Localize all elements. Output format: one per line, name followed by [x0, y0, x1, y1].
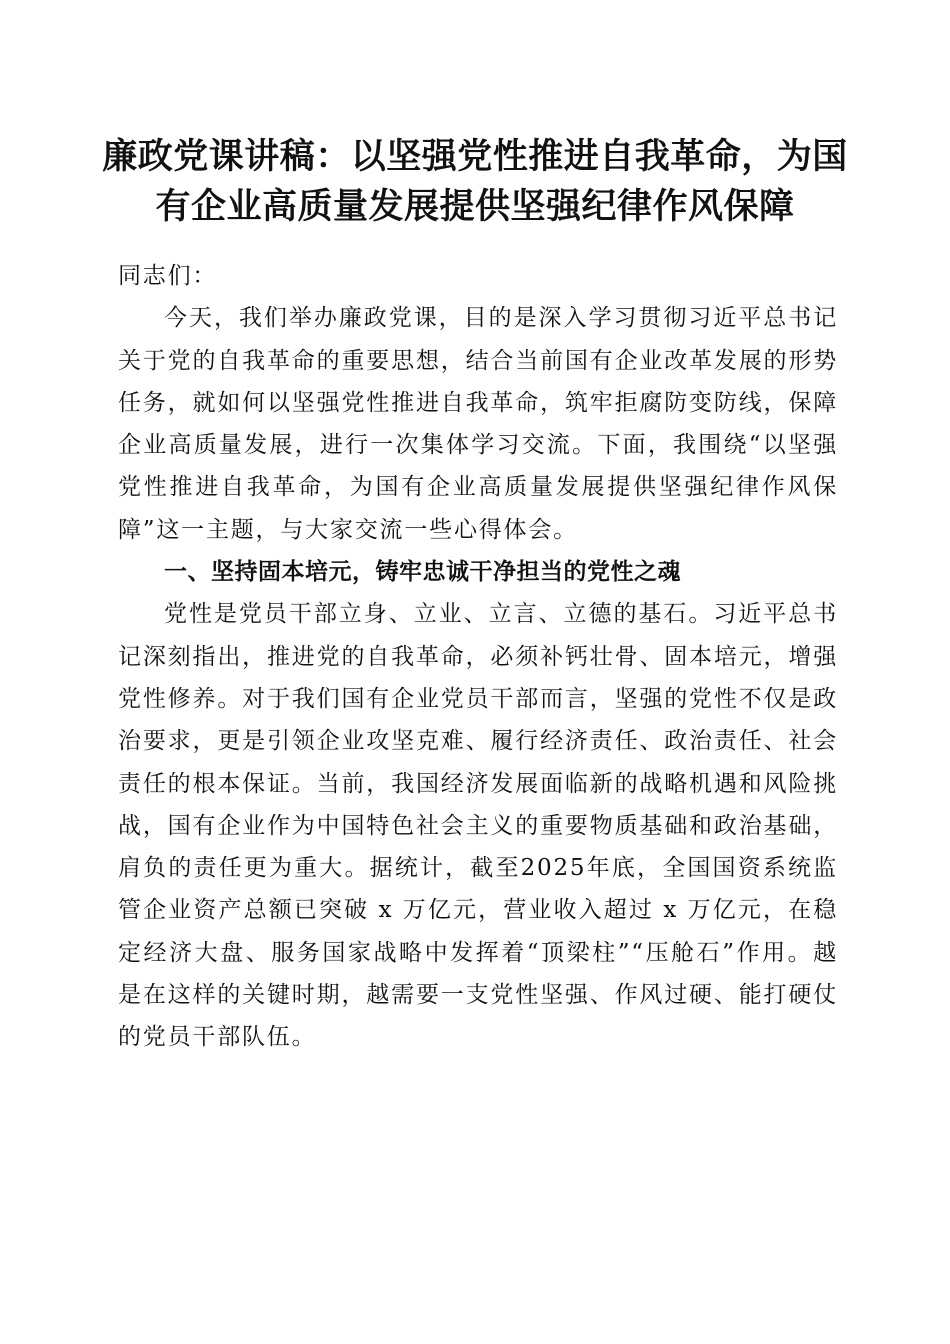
intro-paragraph: 今天，我们举办廉政党课，目的是深入学习贯彻习近平总书记关于党的自我革命的重要思想，结合当前国有企业改革发展的形势任务，就如何以坚强党性推进自我革命，筑牢拒腐防变防线，保障企业高质量发展，进行一次集体学习交流。下面，我围绕“以坚强党性推进自我革命，为国有企业高质量发展提供坚强纪律作风保障”这一主题，与大家交流一些心得体会。: [118, 305, 838, 543]
section-heading: 一、坚持固本培元，铸牢忠诚干净担当的党性之魂: [164, 559, 681, 586]
section-paragraph: 党性是党员干部立身、立业、立言、立德的基石。习近平总书记深刻指出，推进党的自我革命，必须补钙壮骨、固本培元，增强党性修养。对于我们国有企业党员干部而言，坚强的党性不仅是政治要求，更是引领企业攻坚克难、履行经济责任、政治责任、社会责任的根本保证。当前，我国经济发展面临新的战略机遇和风险挑战，国有企业作为中国特色社会主义的重要物质基础和政治基础，肩负的责任更为重大。据统计，截至2025年底，全国国资系统监管企业资产总额已突破 x 万亿元，营业收入超过 x 万亿元，在稳定经济大盘、服务国家战略中发挥着“顶梁柱”“压舱石”作用。越是在这样的关键时期，越需要一支党性坚强、作风过硬、能打硬仗的党员干部队伍。: [118, 601, 838, 1051]
document-body: [118, 255, 838, 1059]
document-title: 廉政党课讲稿：以坚强党性推进自我革命，为国有企业高质量发展提供坚强纪律作风保障: [102, 136, 848, 227]
salutation: 同志们：: [118, 263, 218, 289]
